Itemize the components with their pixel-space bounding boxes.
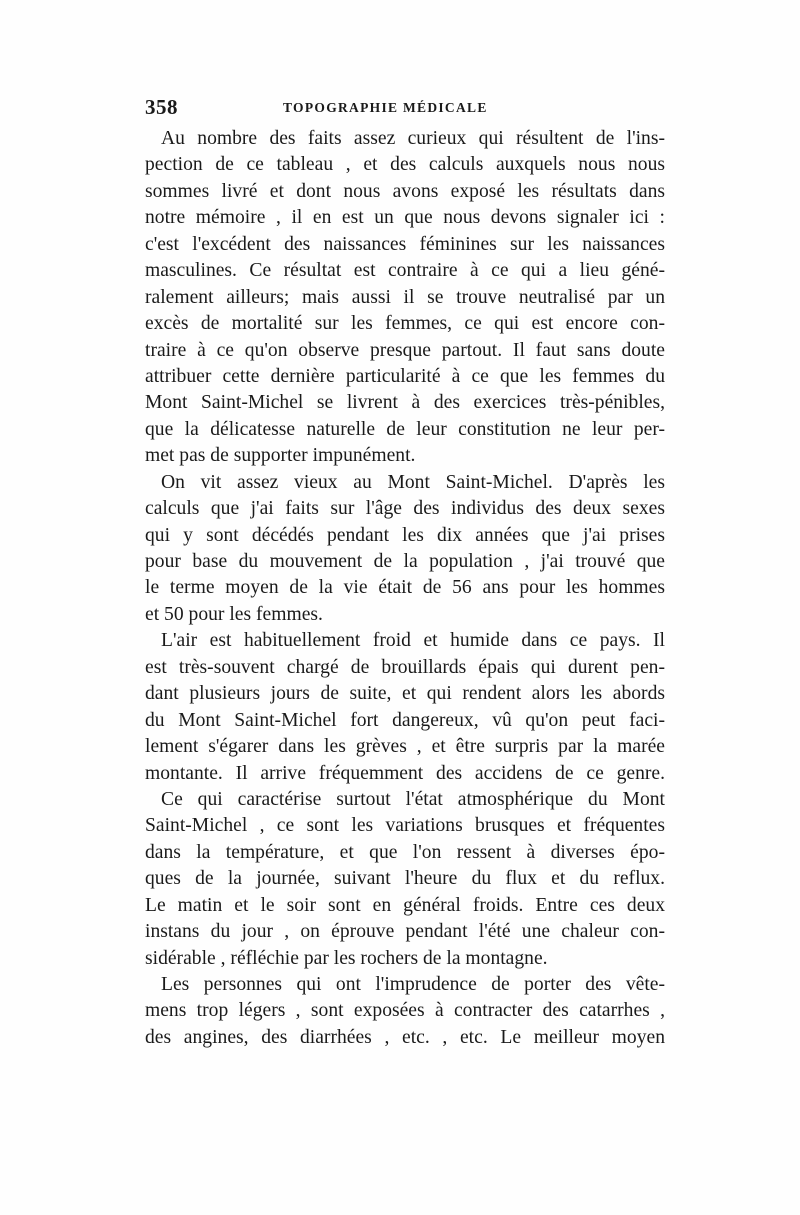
text-line: pection de ce tableau , et des calculs auxquels nous nous bbox=[145, 154, 665, 176]
text-line: sidérable , réfléchie par les rochers de la montagne. bbox=[145, 947, 548, 969]
text-line: L'air est habituellement froid et humide dans ce pays. Il bbox=[161, 630, 665, 652]
text-line: masculines. Ce résultat est contraire à ce qui a lieu géné- bbox=[145, 260, 665, 282]
text-line: montante. Il arrive fréquemment des accidens de ce genre. bbox=[145, 762, 665, 784]
text-line: On vit assez vieux au Mont Saint-Michel. D'après les bbox=[161, 471, 665, 493]
text-line: ralement ailleurs; mais aussi il se trouve neutralisé par un bbox=[145, 286, 665, 308]
text-line: instans du jour , on éprouve pendant l'été une chaleur con- bbox=[145, 921, 665, 943]
text-line: attribuer cette dernière particularité à ce que les femmes du bbox=[145, 365, 665, 387]
text-line: le terme moyen de la vie était de 56 ans pour les hommes bbox=[145, 577, 665, 599]
text-line: c'est l'excédent des naissances féminines sur les naissances bbox=[145, 233, 665, 255]
text-line: du Mont Saint-Michel fort dangereux, vû qu'on peut faci- bbox=[145, 709, 665, 731]
text-line: Les personnes qui ont l'imprudence de porter des vête- bbox=[161, 974, 665, 995]
text-line: dant plusieurs jours de suite, et qui rendent alors les abords bbox=[145, 683, 665, 705]
text-line: Le matin et le soir sont en général froids. Entre ces deux bbox=[145, 894, 665, 916]
body-text bbox=[145, 126, 665, 1051]
text-line: Ce qui caractérise surtout l'état atmosphérique du Mont bbox=[161, 788, 665, 810]
text-line: mens trop légers , sont exposées à contracter des catarrhes , bbox=[145, 1000, 665, 1022]
text-line: Mont Saint-Michel se livrent à des exercices très-pénibles, bbox=[145, 392, 665, 414]
text-line: qui y sont décédés pendant les dix années que j'ai prises bbox=[145, 524, 665, 546]
text-line: Au nombre des faits assez curieux qui résultent de l'ins- bbox=[161, 128, 665, 149]
text-line: pour base du mouvement de la population , j'ai trouvé que bbox=[145, 551, 665, 572]
text-line: que la délicatesse naturelle de leur constitution ne leur per- bbox=[145, 418, 665, 440]
text-line: et 50 pour les femmes. bbox=[145, 603, 323, 625]
text-line: traire à ce qu'on observe presque partout. Il faut sans doute bbox=[145, 339, 665, 361]
text-line: met pas de supporter impunément. bbox=[145, 445, 416, 467]
text-line: sommes livré et dont nous avons exposé les résultats dans bbox=[145, 180, 665, 202]
text-line: ques de la journée, suivant l'heure du flux et du reflux. bbox=[145, 868, 665, 890]
text-line: est très-souvent chargé de brouillards épais qui durent pen- bbox=[145, 656, 665, 678]
text-line: des angines, des diarrhées , etc. , etc. Le meilleur moyen bbox=[145, 1026, 665, 1048]
page-header bbox=[145, 95, 665, 125]
text-line: notre mémoire , il en est un que nous devons signaler ici : bbox=[145, 207, 665, 229]
running-title: TOPOGRAPHIE MÉDICALE bbox=[283, 100, 488, 115]
text-line: excès de mortalité sur les femmes, ce qui est encore con- bbox=[145, 313, 665, 335]
text-line: Saint-Michel , ce sont les variations brusques et fréquentes bbox=[145, 815, 665, 837]
page-number: 358 bbox=[145, 95, 178, 119]
text-line: dans la température, et que l'on ressent à diverses épo- bbox=[145, 841, 665, 863]
text-line: lement s'égarer dans les grèves , et être surpris par la marée bbox=[145, 736, 665, 758]
text-line: calculs que j'ai faits sur l'âge des individus des deux sexes bbox=[145, 498, 665, 520]
